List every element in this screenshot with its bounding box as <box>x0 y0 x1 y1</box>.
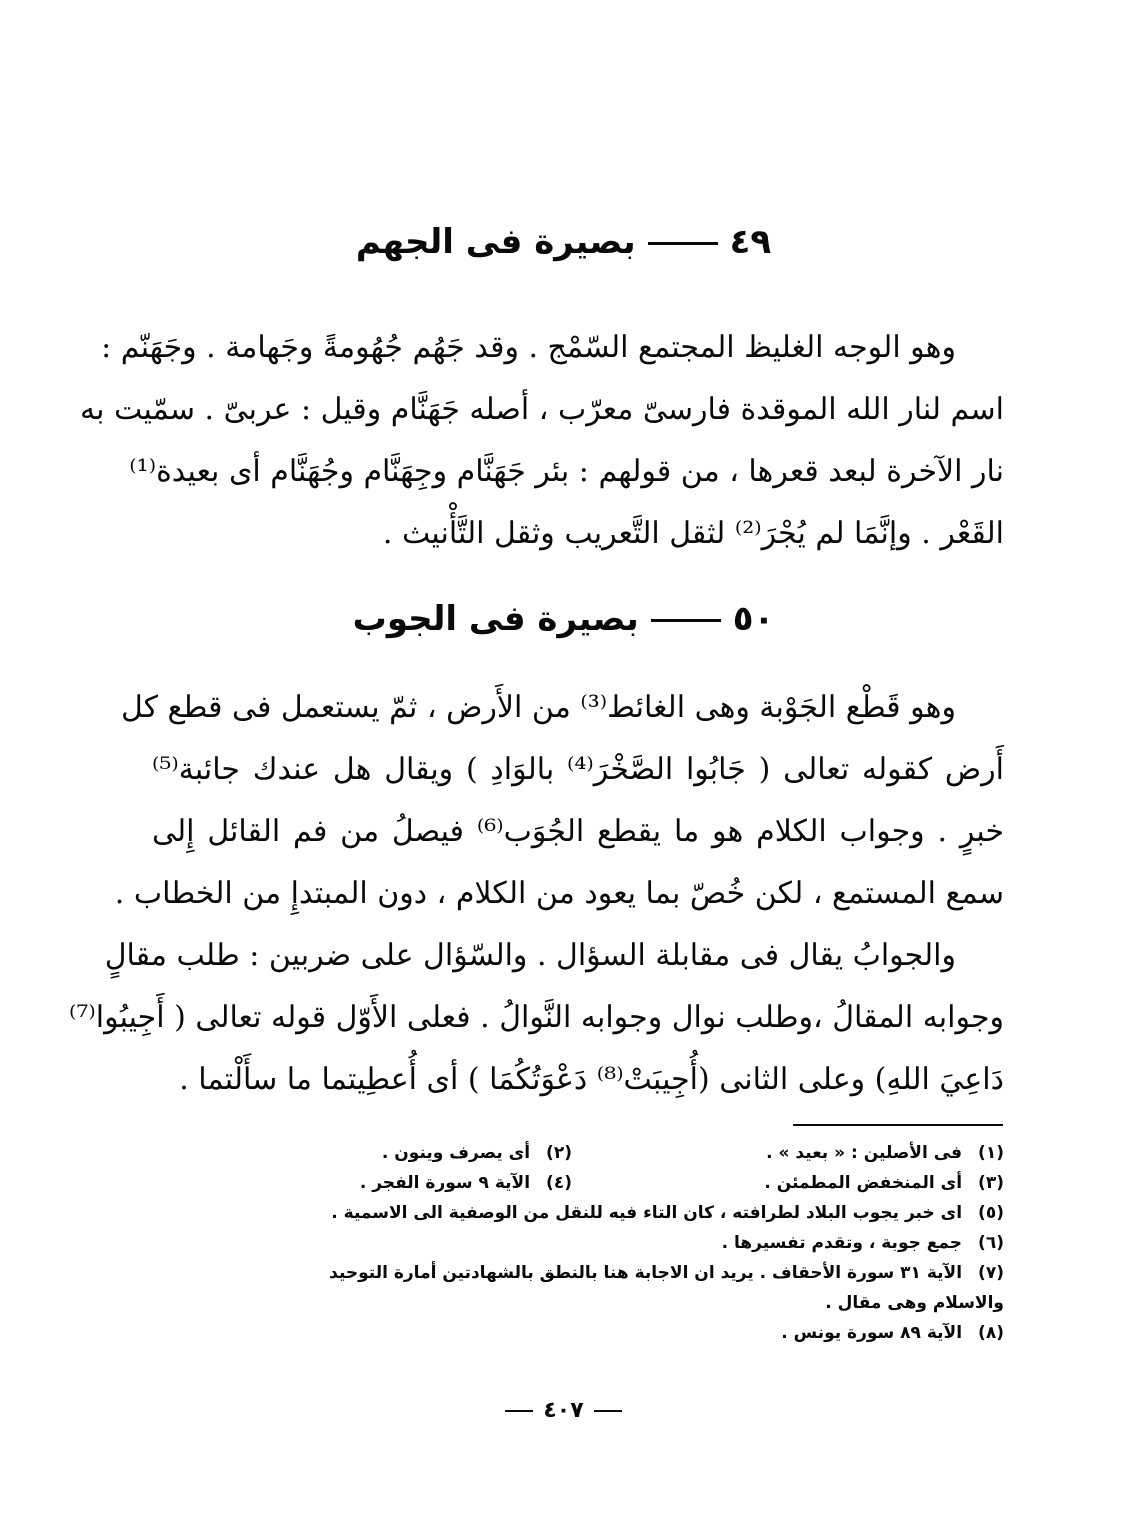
section-title: بصيرة فى الجهم <box>355 222 636 262</box>
footnote-text: اى خبر يجوب البلاد لطرافته ، كان التاء فيه للنقل من الوصفية الى الاسمية . <box>331 1203 963 1223</box>
body-line: وهو الوجه الغليظ المجتمع السّمْج . وقد جَهُم جُهُومةً وجَهامة . وجَهَنّم : <box>101 330 956 365</box>
footnote-text: جمع جوبة ، وتقدم تفسيرها . <box>721 1233 963 1253</box>
footnote-2 <box>140 1138 572 1168</box>
body-line: وهو قَطْع الجَوْبة وهى الغائط⁽³⁾ من الأَرض ، ثمّ يستعمل فى قطع كل <box>120 690 956 725</box>
page-number-value: ٤٠٧ <box>543 1398 584 1423</box>
page-number <box>0 1398 1127 1423</box>
section-heading-49 <box>0 220 1127 264</box>
body-line: وجوابه المقالُ ،وطلب نوال وجوابه النَّوالُ . فعلى الأَوّل قوله تعالى ( أَجِيبُوا⁽⁷⁾ <box>68 1000 1004 1035</box>
footnote-row <box>140 1138 1004 1168</box>
footnote-separator <box>793 1124 1003 1126</box>
body-line: أَرض كقوله تعالى ( جَابُوا الصَّخْرَ⁽⁴⁾ بالوَادِ ) ويقال هل عندك جائبة⁽⁵⁾ <box>152 752 1004 787</box>
footnote-number: (٢) <box>546 1143 572 1163</box>
section-heading-50 <box>0 597 1127 641</box>
footnote-text: الآية ٩ سورة الفجر . <box>359 1173 531 1193</box>
section-number: ٥٠ <box>732 599 775 639</box>
section-number: ٤٩ <box>729 222 772 262</box>
body-line: سمع المستمع ، لكن خُصّ بما يعود من الكلام ، دون المبتدإِ من الخطاب . <box>114 876 1004 911</box>
body-line: دَاعِيَ اللهِ) وعلى الثانى (أُجِيبَتْ⁽⁸⁾ دَعْوَتُكُمَا ) أى أُعطِيتما ما سأَلْتما . <box>179 1062 1004 1097</box>
footnote-number: (٧) <box>978 1263 1004 1283</box>
footnote-6 <box>140 1228 1004 1258</box>
page-number-dash <box>505 1410 533 1412</box>
footnote-number: (٦) <box>978 1233 1004 1253</box>
body-line: خبرٍ . وجواب الكلام هو ما يقطع الجُوَب⁽⁶⁾ فيصلُ من فم القائل إِلى <box>152 814 1004 849</box>
footnote-1 <box>572 1138 1004 1168</box>
footnote-7-continued <box>140 1288 1004 1318</box>
heading-dash <box>651 619 721 622</box>
footnote-text: أى المنخفض المطمئن . <box>764 1173 963 1193</box>
body-line: اسم لنار الله الموقدة فارسىّ معرّب ، أصله جَهَنَّام وقيل : عربىّ . سمّيت به <box>80 392 1004 427</box>
footnote-text: الآية ٣١ سورة الأحقاف . يريد ان الاجابة هنا بالنطق بالشهادتين أمارة التوحيد <box>329 1263 963 1283</box>
footnote-8 <box>140 1318 1004 1348</box>
footnote-4 <box>140 1168 572 1198</box>
footnote-text: والاسلام وهى مقال . <box>825 1293 1004 1313</box>
footnote-number: (٨) <box>978 1323 1004 1343</box>
footnote-number: (٥) <box>978 1203 1004 1223</box>
heading-dash <box>648 242 718 245</box>
body-line: والجوابُ يقال فى مقابلة السؤال . والسّؤال على ضربين : طلب مقالٍ <box>104 938 956 973</box>
footnote-7 <box>140 1258 1004 1288</box>
section-body-49 <box>80 317 1004 565</box>
page-number-dash <box>594 1410 622 1412</box>
footnote-row <box>140 1168 1004 1198</box>
footnote-3 <box>572 1168 1004 1198</box>
body-line: نار الآخرة لبعد قعرها ، من قولهم : بئر جَهَنَّام وجِهَنَّام وجُهَنَّام أى بعيدة⁽¹⁾ <box>129 454 1004 489</box>
footnotes <box>140 1138 1004 1348</box>
section-body-50 <box>68 677 1004 1111</box>
footnote-number: (١) <box>978 1143 1004 1163</box>
footnote-text: الآية ٨٩ سورة يونس . <box>781 1323 963 1343</box>
footnote-text: أى يصرف وينون . <box>381 1143 531 1163</box>
footnote-number: (٤) <box>546 1173 572 1193</box>
footnote-text: فى الأصلين : « بعيد » . <box>766 1143 963 1163</box>
footnote-5 <box>140 1198 1004 1228</box>
footnote-number: (٣) <box>978 1173 1004 1193</box>
body-line: القَعْر . وإنَّمَا لم يُجْرَ⁽²⁾ لثقل التَّعريب وثقل التَّأْنيث . <box>382 516 1004 551</box>
section-title: بصيرة فى الجوب <box>352 599 639 639</box>
